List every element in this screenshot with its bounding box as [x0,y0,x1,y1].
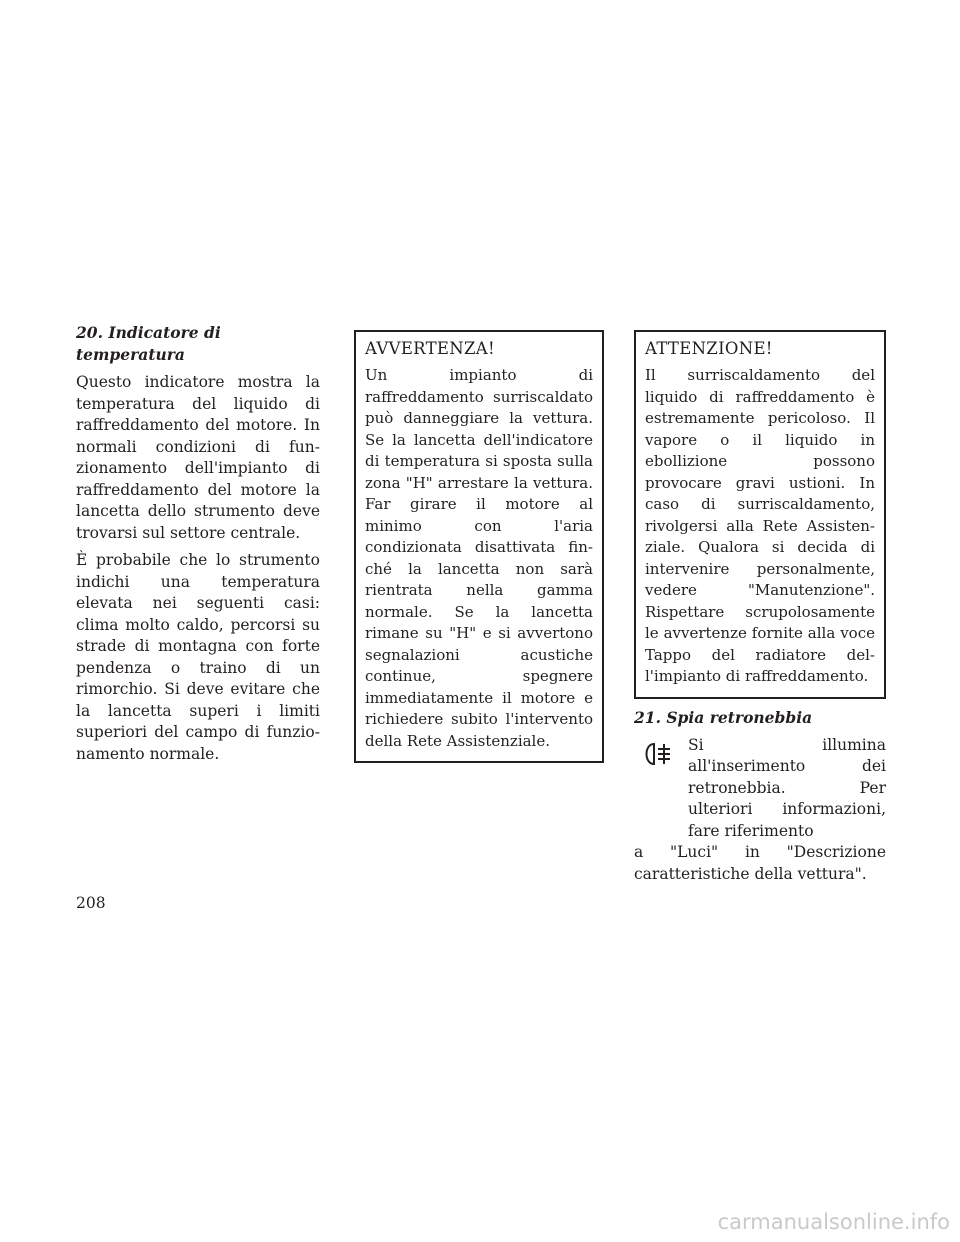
rear-fog-indented-text: Si illumina all'inserimento dei retronebbia. Per ulteriori informazioni, fare riferimento [688,735,886,840]
rear-fog-continued-text: a "Luci" in "Descrizione caratteristiche della vettura". [634,843,886,883]
section-heading-temperature: 20. Indicatore di temperatura [76,323,221,364]
temperature-paragraph-2: È probabile che lo strumento indichi una temperatura elevata nei seguenti casi: clima molto caldo, percorsi su strade di montagna con forte pendenza o traino di un rimorchio. Si deve evitare che la lancetta superi i limiti superiori del campo di funzionamento normale. [76,551,320,763]
middle-column [354,330,604,763]
temperature-paragraph-1: Questo indicatore mostra la temperatura del liquido di raffreddamento del motore. In normali condizioni di funzionamento dell'impianto di raffreddamento del motore la lancetta dello strumento deve trovarsi sul settore centrale. [76,373,320,542]
caution-text: Il surriscaldamento del liquido di raffreddamento è estremamente pericoloso. Il vapore o il liquido in ebollizione possono provocare gravi ustioni. In caso di surriscaldamento, rivolgersi alla Rete Assistenziale. Qualora si decida di intervenire personalmente, vedere "Manutenzione". Rispettare scrupolosamente le avvertenze fornite alla voce Tappo del radiatore dell'impianto di raffreddamento. [645,366,875,685]
section-heading-rear-fog: 21. Spia retronebbia [634,707,813,727]
right-column [634,330,886,885]
left-column [76,322,320,771]
rear-fog-light-icon [640,741,674,767]
warning-title: AVVERTENZA! [365,339,495,358]
rear-fog-indicator-block [634,735,886,886]
watermark-text: carmanualsonline.info [717,1210,950,1234]
warning-box [354,330,604,763]
caution-box [634,330,886,699]
page-number: 208 [76,894,106,912]
warning-text: Un impianto di raffreddamento surriscaldato può danneggiare la vettura. Se la lancetta dell'indicatore di temperatura si sposta sulla zona "H" arrestare la vettura. Far girare il motore al minimo con l'aria condizionata disattivata finché la lancetta non sarà rientrata nella gamma normale. Se la lancetta rimane su "H" e si avvertono segnalazioni acustiche continue, spegnere immediatamente il motore e richiedere subito l'intervento della Rete Assistenziale. [365,366,593,750]
caution-title: ATTENZIONE! [645,339,773,358]
